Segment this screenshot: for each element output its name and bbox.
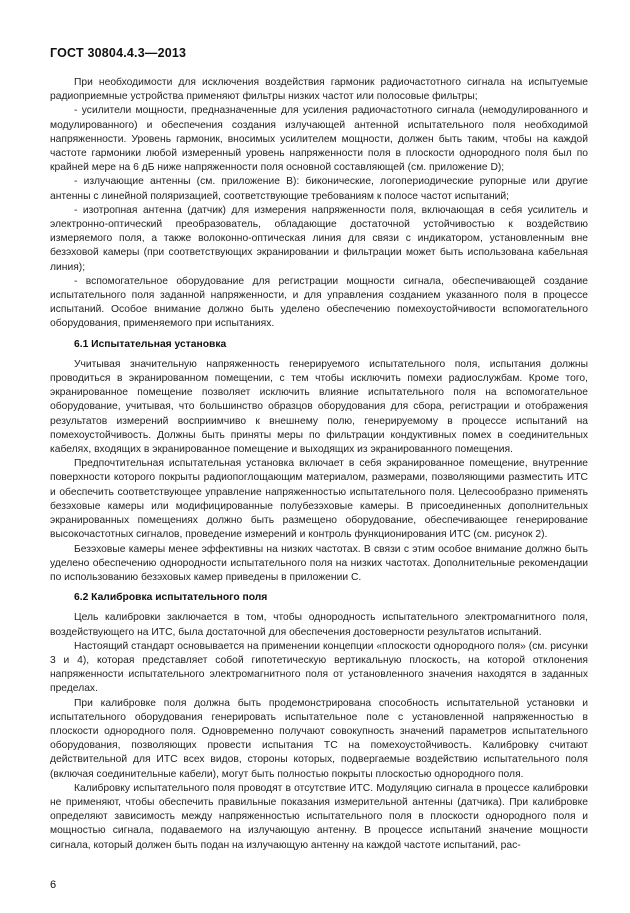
list-item-isotropic-antenna: - изотропная антенна (датчик) для измерения напряженности поля, включающая в себя усилитель и электронно-оптический преобразователь, обладающие достаточной устойчивостью к воздействию измеряемого поля, а также волоконно-оптическая линия для связи с индикатором, установленным вне безэховой камеры (при соответствующих экранировании и фильтрации может быть использована кабельная линия);	[50, 204, 588, 273]
section-heading-6-2: 6.2 Калибровка испытательного поля	[74, 592, 268, 604]
section-6-1-paragraph-2: Предпочтительная испытательная установка включает в себя экранированное помещение, внутренние поверхности которого покрыты радиопоглощающим материалом, размерами, позволяющими разместить ИТС и обеспечить соответствующее управление напряженностью испытательного поля. Целесообразно применять безэховые камеры или модифицированные полубезэховые камеры. В присоединенных дополнительных экранированных помещениях должно быть размещено оборудование, обеспечивающее генерирование высокочастотных сигналов, проведение измерений и контроль функционирования ИТС (см. рисунок 2).	[50, 458, 588, 541]
section-6-2-paragraph-4: Калибровку испытательного поля проводят в отсутствие ИТС. Модуляцию сигнала в процессе калибровки не применяют, чтобы обеспечить правильные показания измерительной антенны (датчика). При калибровке определяют зависимость между напряженностью испытательного поля в плоскости однородного поля и мощностью сигнала, подаваемого на излучающую антенну. В процессе испытаний значение мощности сигнала, который должен быть подан на излучающую антенну на каждой частоте испытаний, рас-	[50, 782, 588, 851]
page-number: 6	[50, 879, 57, 891]
section-6-2-paragraph-3: При калибровке поля должна быть продемонстрирована способность испытательной установки и испытательного оборудования генерировать испытательное поле с установленной напряженностью в плоскости однородного поля. Одновременно получают совокупность значений параметров испытательного оборудования, позволяющих провести испытания ТС на помехоустойчивость. Калибровку считают действительной для ИТС всех видов, стороны которых, подвергаемые воздействию испытательного поля (включая соединительные кабели), могут быть полностью покрыты плоскостью однородного поля.	[50, 697, 588, 780]
document-body	[50, 76, 588, 853]
section-6-1-paragraph-1: Учитывая значительную напряженность генерируемого испытательного поля, испытания должны проводиться в экранированном помещении, с тем чтобы исключить помехи радиослужбам. Кроме того, экранированное помещение позволяет исключить влияние испытательного поля на вспомогательное оборудование, учитывая, что большинство образцов оборудования для сбора, регистрации и отображения результатов измерений восприимчиво к внешнему полю, генерируемому в процессе испытаний на помехоустойчивость. Должны быть приняты меры по фильтрации кондуктивных помех в соединительных кабелях, входящих в экранированное помещение и выходящих из экранированного помещения.	[50, 358, 588, 456]
section-6-2-paragraph-2: Настоящий стандарт основывается на применении концепции «плоскости однородного поля» (см. рисунки 3 и 4), которая представляет собой гипотетическую вертикальную плоскость, на которой отклонения напряженности испытательного электромагнитного поля от установленного значения находятся в заданных пределах.	[50, 640, 588, 695]
section-6-2-paragraph-1: Цель калибровки заключается в том, чтобы однородность испытательного электромагнитного поля, воздействующего на ИТС, была достаточной для обеспечения достоверности результатов испытаний.	[50, 612, 588, 638]
section-heading-6-1: 6.1 Испытательная установка	[74, 338, 227, 350]
paragraph-filters: При необходимости для исключения воздействия гармоник радиочастотного сигнала на испытуемые радиоприемные устройства применяют фильтры низких частот или полосовые фильтры;	[50, 77, 588, 103]
section-6-1-paragraph-3: Безэховые камеры менее эффективны на низких частотах. В связи с этим особое внимание должно быть уделено обеспечению однородности испытательного поля на низких частотах. Дополнительные рекомендации по использованию безэховых камер приведены в приложении С.	[50, 543, 588, 583]
list-item-radiating-antennas: - излучающие антенны (см. приложение В): биконические, логопериодические рупорные или другие антенны с линейной поляризацией, соответствующие требованиям к полосе частот испытаний;	[50, 176, 588, 202]
list-item-power-amplifiers: - усилители мощности, предназначенные для усиления радиочастотного сигнала (немодулированного и модулированного) и обеспечения создания излучающей антенной испытательного поля необходимой напряженности. Уровень гармоник, вносимых усилителем мощности, должен быть таким, чтобы на каждой частоте гармоники любой измеренный уровень напряженности поля в плоскости однородного поля был по крайней мере на 6 дБ ниже напряженности поля основной составляющей (см. приложение D);	[50, 105, 588, 174]
list-item-auxiliary-equipment: - вспомогательное оборудование для регистрации мощности сигнала, обеспечивающей создание испытательного поля заданной напряженности, и для управления созданием указанного поля в процессе испытаний. Особое внимание должно быть уделено обеспечению помехоустойчивости вспомогательного оборудования, применяемого при испытаниях.	[50, 275, 588, 330]
document-header-standard-number: ГОСТ 30804.4.3—2013	[50, 46, 187, 60]
